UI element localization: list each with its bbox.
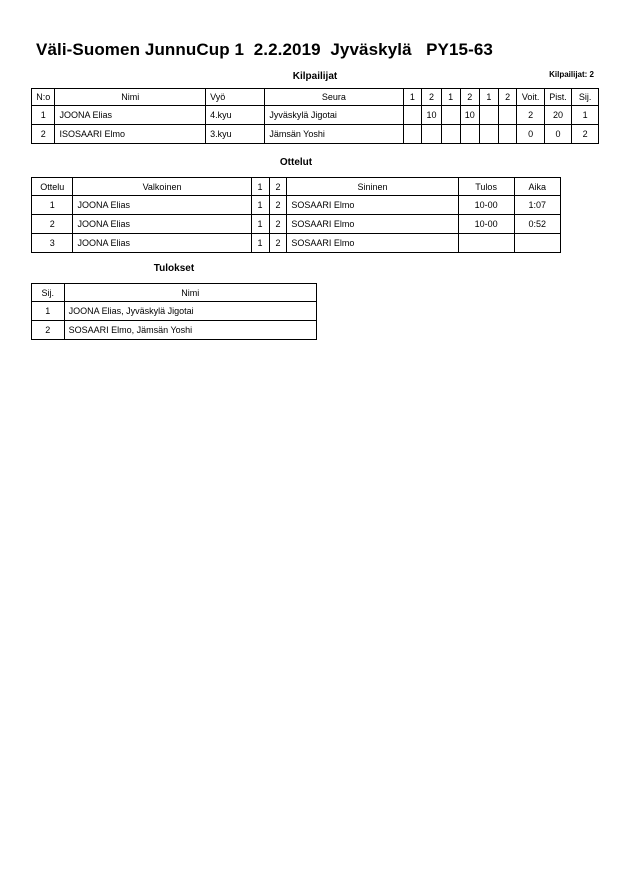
cell-point-2: 2 (269, 234, 287, 253)
matches-table-wrapper (31, 177, 561, 253)
competitors-section-heading: Kilpailijat (292, 71, 338, 82)
cell-aika (514, 234, 560, 253)
table-row (32, 302, 317, 321)
cell-round-1a (403, 125, 422, 144)
cell-ottelu: 3 (32, 234, 73, 253)
cell-round-2a: 10 (422, 106, 441, 125)
column-header-sij: Sij. (572, 89, 599, 106)
results-table (31, 283, 317, 340)
cell-tulos: 10-00 (458, 215, 514, 234)
column-header-seura: Seura (265, 89, 403, 106)
cell-valkoinen: JOONA Elias (73, 196, 251, 215)
cell-vyo: 3.kyu (206, 125, 265, 144)
matches-table (31, 177, 561, 253)
cell-tulos: 10-00 (458, 196, 514, 215)
column-header-round-1a: 1 (403, 89, 422, 106)
cell-round-2c (498, 125, 517, 144)
cell-voit: 2 (517, 106, 544, 125)
table-row (32, 215, 561, 234)
cell-round-2c (498, 106, 517, 125)
results-section-heading: Tulokset (153, 263, 195, 274)
cell-round-1a (403, 106, 422, 125)
cell-point-1: 1 (251, 234, 269, 253)
cell-sininen: SOSAARI Elmo (287, 215, 458, 234)
cell-round-1b (441, 106, 460, 125)
cell-result-sij: 1 (32, 302, 65, 321)
cell-round-1c (479, 106, 498, 125)
cell-round-1b (441, 125, 460, 144)
column-header-vyo: Vyö (206, 89, 265, 106)
table-row (32, 125, 599, 144)
column-header-point-1: 1 (251, 178, 269, 196)
cell-round-1c (479, 125, 498, 144)
cell-ottelu: 2 (32, 215, 73, 234)
cell-vyo: 4.kyu (206, 106, 265, 125)
column-header-voit: Voit. (517, 89, 544, 106)
column-header-aika: Aika (514, 178, 560, 196)
cell-no: 2 (32, 125, 55, 144)
cell-valkoinen: JOONA Elias (73, 234, 251, 253)
cell-aika: 0:52 (514, 215, 560, 234)
competitors-table (31, 88, 599, 144)
column-header-result-nimi: Nimi (64, 284, 316, 302)
cell-point-2: 2 (269, 196, 287, 215)
table-row (32, 196, 561, 215)
column-header-sininen: Sininen (287, 178, 458, 196)
cell-seura: Jyväskylä Jigotai (265, 106, 403, 125)
column-header-nimi: Nimi (55, 89, 206, 106)
column-header-round-1b: 1 (441, 89, 460, 106)
column-header-round-2a: 2 (422, 89, 441, 106)
column-header-tulos: Tulos (458, 178, 514, 196)
competitor-count: Kilpailijat: 2 (549, 70, 594, 79)
cell-pist: 0 (544, 125, 571, 144)
cell-point-2: 2 (269, 215, 287, 234)
column-header-pist: Pist. (544, 89, 571, 106)
cell-no: 1 (32, 106, 55, 125)
cell-round-2b: 10 (460, 106, 479, 125)
cell-result-sij: 2 (32, 321, 65, 340)
cell-valkoinen: JOONA Elias (73, 215, 251, 234)
document-header (36, 40, 594, 60)
column-header-point-2: 2 (269, 178, 287, 196)
table-header-row (32, 178, 561, 196)
cell-sij: 1 (572, 106, 599, 125)
column-header-round-1c: 1 (479, 89, 498, 106)
page-title: Väli-Suomen JunnuCup 1 2.2.2019 Jyväskylä PY15-63 (36, 40, 493, 59)
column-header-valkoinen: Valkoinen (73, 178, 251, 196)
cell-tulos (458, 234, 514, 253)
table-header-row (32, 284, 317, 302)
cell-point-1: 1 (251, 196, 269, 215)
cell-sij: 2 (572, 125, 599, 144)
cell-nimi: ISOSAARI Elmo (55, 125, 206, 144)
table-row (32, 321, 317, 340)
cell-voit: 0 (517, 125, 544, 144)
cell-result-nimi: SOSAARI Elmo, Jämsän Yoshi (64, 321, 316, 340)
competitors-table-wrapper (31, 88, 599, 144)
column-header-result-sij: Sij. (32, 284, 65, 302)
column-header-round-2c: 2 (498, 89, 517, 106)
cell-round-2b (460, 125, 479, 144)
cell-point-1: 1 (251, 215, 269, 234)
column-header-no: N:o (32, 89, 55, 106)
table-header-row (32, 89, 599, 106)
cell-nimi: JOONA Elias (55, 106, 206, 125)
column-header-round-2b: 2 (460, 89, 479, 106)
table-row (32, 234, 561, 253)
table-row (32, 106, 599, 125)
results-table-wrapper (31, 283, 317, 340)
cell-ottelu: 1 (32, 196, 73, 215)
cell-sininen: SOSAARI Elmo (287, 234, 458, 253)
cell-pist: 20 (544, 106, 571, 125)
column-header-ottelu: Ottelu (32, 178, 73, 196)
cell-round-2a (422, 125, 441, 144)
cell-aika: 1:07 (514, 196, 560, 215)
cell-seura: Jämsän Yoshi (265, 125, 403, 144)
cell-sininen: SOSAARI Elmo (287, 196, 458, 215)
cell-result-nimi: JOONA Elias, Jyväskylä Jigotai (64, 302, 316, 321)
matches-section-heading: Ottelut (279, 157, 313, 168)
